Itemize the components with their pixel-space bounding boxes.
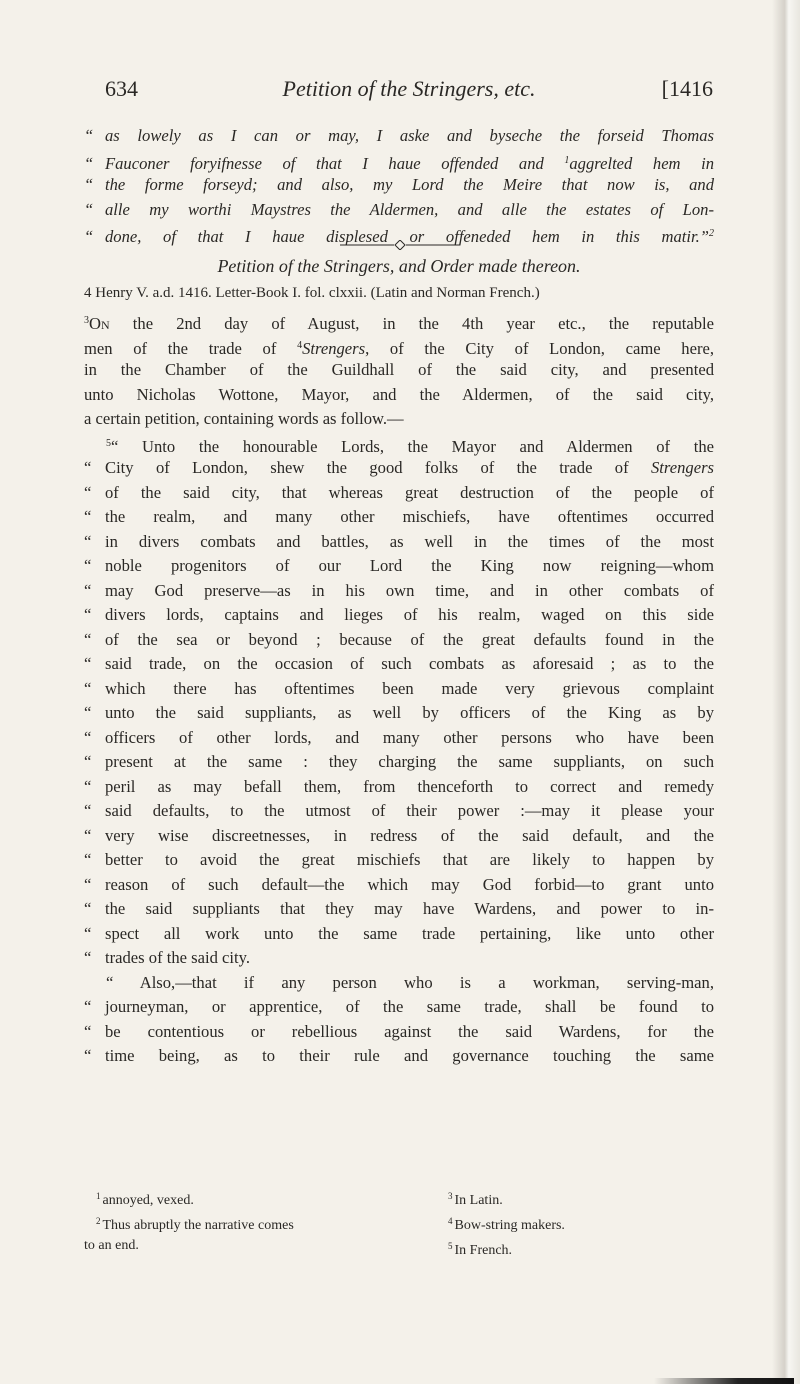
text-run: spect all work unto the same trade pertaining, like unto other [105, 923, 714, 943]
footnote-text: Thus abruptly the narrative comes [102, 1218, 294, 1233]
footnote-number: 1 [96, 1191, 101, 1201]
text-line [84, 971, 714, 996]
text-line [84, 628, 714, 653]
text-run: , of the City of London, came here, [365, 338, 714, 358]
text-run: time being, as to their rule and governance touching the same [105, 1046, 714, 1065]
text-line [84, 481, 714, 506]
text-run: very wise discreetnesses, in redress of the said default, and the [105, 825, 714, 845]
line-text [105, 677, 714, 702]
text-line [84, 897, 714, 922]
footnote-text: In Latin. [454, 1193, 503, 1208]
text-line [84, 334, 714, 359]
text-line [84, 946, 714, 971]
page-number: 634 [105, 76, 138, 101]
text-run: said trade, on the occasion of such combats as aforesaid ; as to the [105, 654, 714, 673]
text-line [84, 995, 714, 1020]
source-citation: 4 Henry V. a.d. 1416. Letter-Book I. fol. clxxii. (Latin and Norman French.) [84, 285, 540, 301]
running-title: Petition of the Stringers, etc. [282, 76, 536, 101]
running-header [105, 70, 713, 110]
line-text [105, 652, 714, 677]
line-text [106, 432, 714, 460]
line-text [105, 1044, 714, 1069]
line-text [84, 358, 714, 383]
text-line [84, 149, 714, 174]
text-run: men of the trade of [84, 338, 298, 358]
line-text [105, 824, 714, 849]
line-text [84, 334, 714, 362]
line-text [105, 173, 714, 198]
continuation-quote-mark: “ [84, 556, 92, 575]
text-run: City of London, shew the good folks of the trade of [105, 458, 651, 477]
text-run: as lowely as I can or may, I aske and byseche the forseid Thomas [105, 126, 714, 145]
text-line [84, 554, 714, 579]
text-run: the realm, and many other mischiefs, have oftentimes occurred [105, 507, 714, 526]
continuation-quote-mark: “ [84, 850, 92, 869]
petition-body [84, 309, 714, 1069]
text-line [84, 505, 714, 530]
text-run: present at the same : they charging the same suppliants, on such [105, 752, 714, 771]
text-run: the 2nd day of August, in the 4th year etc., the reputable [109, 314, 714, 333]
footnote-marker: 5 [106, 437, 111, 449]
line-text [84, 407, 714, 432]
line-text [105, 481, 714, 506]
line-text [105, 922, 714, 947]
page-edge-shadow [772, 0, 800, 1384]
footnote [436, 1211, 706, 1236]
continuation-quote-mark: “ [84, 654, 92, 673]
text-line [84, 456, 714, 481]
text-run: done, of that I haue displesed or offeneded hem in this matir.” [105, 227, 709, 246]
text-run: alle my worthi Maystres the Aldermen, and alle the estates of Lon- [105, 199, 714, 219]
text-run: aggrelted hem in [569, 153, 714, 173]
text-line [84, 198, 714, 223]
footnote-marker: 2 [709, 228, 714, 239]
continuation-quote-mark: “ [84, 153, 94, 173]
small-caps-opening: On [89, 314, 110, 333]
continuation-quote-mark: “ [84, 629, 92, 649]
text-run: unto the said suppliants, as well by officers of the King as by [105, 703, 714, 722]
text-line [84, 677, 714, 702]
line-text [105, 1020, 714, 1045]
italic-term: Strengers [302, 338, 366, 358]
text-run: journeyman, or apprentice, of the same trade, shall be found to [105, 997, 714, 1016]
text-line [84, 383, 714, 408]
continuation-quote-mark: “ [84, 458, 92, 477]
footnotes-right-column [436, 1186, 706, 1261]
text-run: in divers combats and battles, as well in the times of the most [105, 531, 714, 551]
line-text [106, 971, 714, 996]
text-line [84, 603, 714, 628]
footnote [84, 1186, 419, 1211]
text-run: divers lords, captains and lieges of his realm, waged on this side [105, 605, 714, 624]
continuation-quote-mark: “ [84, 923, 92, 943]
footnote [84, 1211, 419, 1236]
text-run: noble progenitors of our Lord the King now reigning—whom [105, 556, 714, 575]
text-line [84, 579, 714, 604]
text-line [84, 1020, 714, 1045]
footnote-text: In French. [454, 1243, 513, 1258]
footnote [84, 1236, 419, 1256]
text-line [84, 701, 714, 726]
text-line [84, 799, 714, 824]
continuation-quote-mark: “ [84, 825, 92, 845]
text-run: said defaults, to the utmost of their power :—may it please your [105, 801, 714, 820]
footnote-text: to an end. [84, 1238, 139, 1253]
text-run: be contentious or rebellious against the said Wardens, for the [105, 1021, 714, 1041]
header-date: [1416 [661, 76, 713, 101]
continuation-quote-mark: “ [84, 727, 92, 747]
text-run: trades of the said city. [105, 948, 250, 967]
continuation-quote-mark: “ [84, 899, 92, 918]
line-text [105, 995, 714, 1020]
continuation-quote-mark: “ [84, 874, 92, 894]
continuation-quote-mark: “ [84, 948, 92, 967]
footnote-number: 5 [448, 1241, 453, 1251]
text-line [84, 652, 714, 677]
line-text [105, 848, 714, 873]
continuation-quote-mark: “ [84, 752, 92, 771]
continuation-quote-mark: “ [84, 801, 92, 820]
footnote-number: 4 [448, 1216, 453, 1226]
text-line [84, 1044, 714, 1069]
text-line [84, 775, 714, 800]
text-run: “ Also,—that if any person who is a workman, serving-man, [106, 972, 714, 992]
text-line [84, 358, 714, 383]
line-text [105, 873, 714, 898]
text-run: unto Nicholas Wottone, Mayor, and the Aldermen, of the said city, [84, 384, 714, 404]
continuation-quote-mark: “ [84, 1021, 92, 1041]
text-run: peril as may befall them, from thenceforth to correct and remedy [105, 776, 714, 796]
continuation-quote-mark: “ [84, 175, 94, 194]
line-text [105, 775, 714, 800]
continuation-quote-mark: “ [84, 507, 92, 526]
text-run: which there has oftentimes been made very grievous complaint [105, 678, 714, 698]
footnote-marker: 4 [297, 339, 303, 351]
quoted-petition-conclusion [84, 124, 714, 247]
text-run: the said suppliants that they may have Wardens, and power to in- [105, 899, 714, 918]
line-text [105, 799, 714, 824]
line-text [105, 701, 714, 726]
footnote [436, 1186, 706, 1211]
text-line [84, 124, 714, 149]
text-line [84, 309, 714, 334]
continuation-quote-mark: “ [84, 997, 92, 1016]
footnote [436, 1236, 706, 1261]
footnote-text: Bow-string makers. [454, 1218, 565, 1233]
footnote-number: 2 [96, 1216, 101, 1226]
text-line [84, 432, 714, 457]
section-heading: Petition of the Stringers, and Order made thereon. [217, 256, 581, 276]
line-text [105, 530, 714, 555]
italic-term: Strengers [651, 458, 714, 477]
line-text [84, 309, 714, 337]
continuation-quote-mark: “ [84, 531, 92, 551]
line-text [105, 603, 714, 628]
text-line [84, 726, 714, 751]
footnote-number: 3 [448, 1191, 453, 1201]
line-text [105, 554, 714, 579]
continuation-quote-mark: “ [84, 227, 94, 246]
text-run: Fauconer foryifnesse of that I haue offended and [105, 153, 565, 173]
text-run: of the said city, that whereas great destruction of the people of [105, 482, 714, 502]
line-text [84, 383, 714, 408]
text-line [84, 848, 714, 873]
page-edge-rule [654, 1378, 794, 1384]
text-line [84, 750, 714, 775]
text-line [84, 530, 714, 555]
continuation-quote-mark: “ [84, 199, 94, 219]
line-text [105, 505, 714, 530]
continuation-quote-mark: “ [84, 678, 92, 698]
footnotes-left-column [84, 1186, 419, 1256]
continuation-quote-mark: “ [84, 1046, 92, 1065]
footnote-marker: 1 [564, 154, 570, 166]
section-divider-ornament [340, 240, 460, 250]
continuation-quote-mark: “ [84, 776, 92, 796]
text-run: of the sea or beyond ; because of the great defaults found in the [105, 629, 714, 649]
line-text [105, 198, 714, 223]
line-text [105, 897, 714, 922]
continuation-quote-mark: “ [84, 605, 92, 624]
continuation-quote-mark: “ [84, 126, 94, 145]
text-line [84, 922, 714, 947]
text-run: officers of other lords, and many other persons who have been [105, 727, 714, 747]
continuation-quote-mark: “ [84, 580, 92, 600]
line-text [105, 628, 714, 653]
text-line [84, 873, 714, 898]
line-text [105, 149, 714, 177]
line-text [105, 124, 714, 149]
text-run: reason of such default—the which may God forbid—to grant unto [105, 874, 714, 894]
text-run: may God preserve—as in his own time, and in other combats of [105, 580, 714, 600]
text-run: in the Chamber of the Guildhall of the said city, and presented [84, 360, 714, 379]
text-line [84, 824, 714, 849]
footnote-marker: 3 [84, 315, 89, 326]
continuation-quote-mark: “ [84, 482, 92, 502]
line-text [105, 946, 714, 971]
line-text [105, 456, 714, 481]
continuation-quote-mark: “ [84, 703, 92, 722]
text-run: better to avoid the great mischiefs that are likely to happen by [105, 850, 714, 869]
line-text [105, 579, 714, 604]
line-text [105, 750, 714, 775]
text-run: the forme forseyd; and also, my Lord the Meire that now is, and [105, 175, 714, 194]
text-line [84, 173, 714, 198]
line-text [105, 726, 714, 751]
footnote-text: annoyed, vexed. [102, 1193, 194, 1208]
text-run: a certain petition, containing words as follow.— [84, 409, 404, 428]
text-line [84, 407, 714, 432]
text-run: “ Unto the honourable Lords, the Mayor and Aldermen of the [111, 436, 714, 456]
